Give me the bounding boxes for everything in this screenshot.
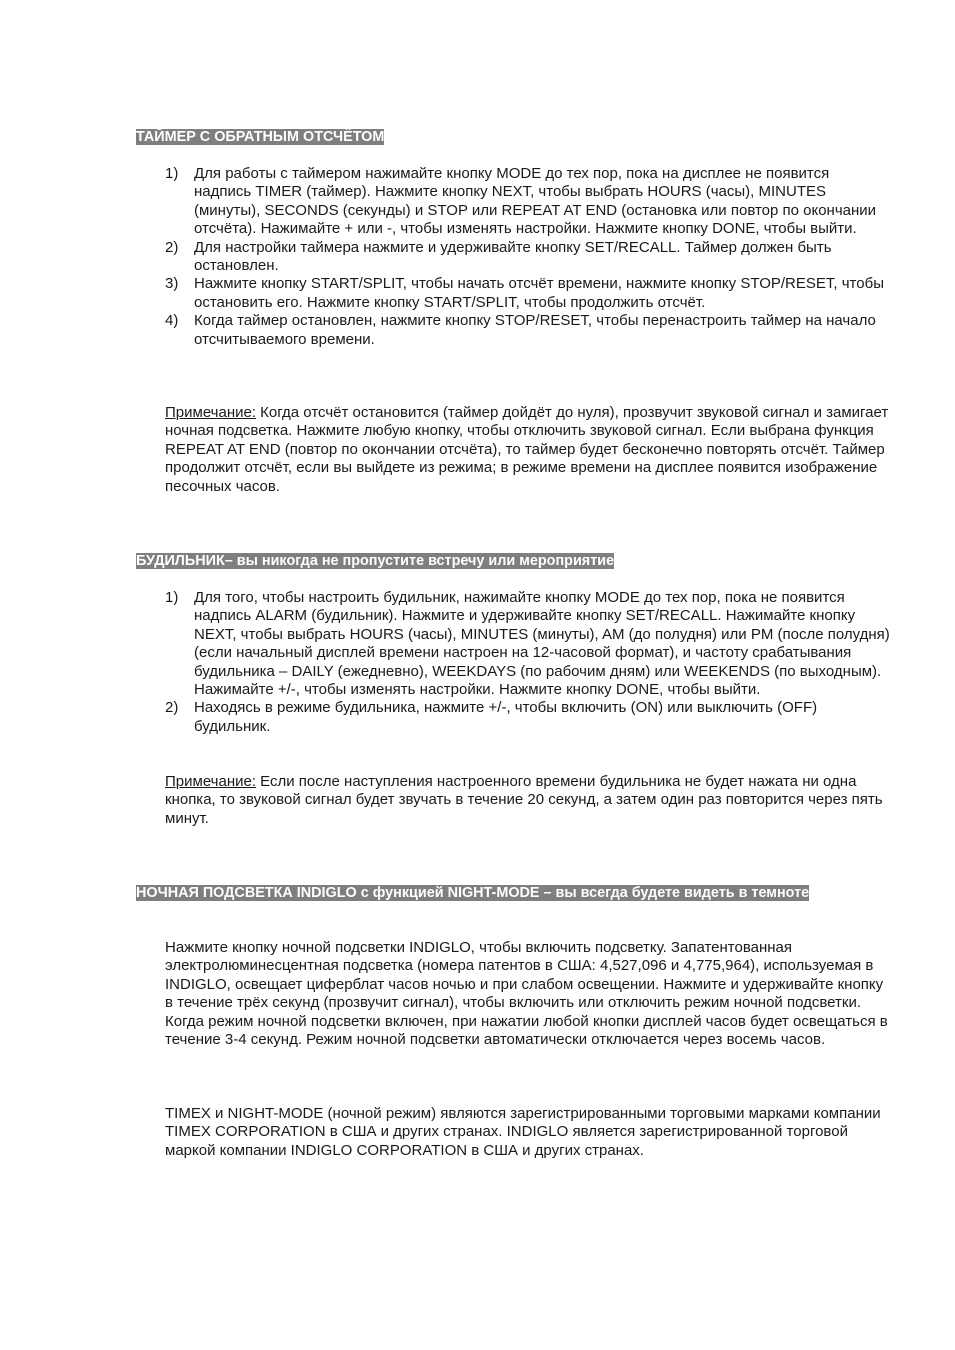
list-item [165, 589, 890, 699]
list-item [165, 275, 890, 312]
list-item [165, 239, 890, 276]
item-number: 2) [165, 238, 179, 256]
list-item [165, 165, 890, 239]
item-text: Нажмите кнопку START/SPLIT, чтобы начать отсчёт времени, нажмите кнопку STOP/RESET, чтобы остановить его. Нажмите кнопку START/SPLIT, чтобы продолжить отсчёт. [194, 275, 884, 311]
list-item [165, 699, 890, 736]
heading-text: ТАЙМЕР С ОБРАТНЫМ ОТСЧЁТОМ [136, 129, 385, 145]
note-label: Примечание: [165, 773, 256, 790]
item-text: Для того, чтобы настроить будильник, нажимайте кнопку MODE до тех пор, пока не появится надпись ALARM (будильник). Нажмите и удерживайте кнопку SET/RECALL. Нажимайте кнопку NEXT, чтобы выбрать HOURS (часы), MINUTES (минуты), AM (до полудня) или PM (после полудня) (если начальный дисплей времени настроен на 12-часовой формат), и частоту срабатывания будильника – DAILY (ежедневно), WEEKDAYS (по рабочим дням) или WEEKENDS (по выходным). Нажимайте +/-, чтобы изменять настройки. Нажмите кнопку DONE, чтобы выйти. [194, 589, 890, 699]
list-item [165, 312, 890, 349]
note-text: Когда отсчёт остановится (таймер дойдёт до нуля), прозвучит звуковой сигнал и замигает ночная подсветка. Нажмите любую кнопку, чтобы отключить звуковой сигнал. Если выбрана функция REPEAT AT END (повтор по окончании отсчёта), то таймер будет бесконечно повторять отсчёт. Таймер продолжит отсчёт, если вы выйдете из режима; в режиме времени на дисплее появится изображение песочных часов. [165, 404, 889, 495]
timer-steps-list [165, 165, 890, 349]
heading-text: БУДИЛЬНИК– вы никогда не пропустите встречу или мероприятие [136, 553, 615, 569]
item-number: 1) [165, 165, 179, 182]
section-heading-timer [136, 128, 825, 146]
note-label: Примечание: [165, 404, 256, 421]
item-text: Находясь в режиме будильника, нажмите +/-, чтобы включить (ON) или выключить (OFF) будильник. [194, 699, 818, 735]
alarm-note [165, 773, 890, 828]
item-number: 2) [165, 699, 179, 717]
item-text: Для настройки таймера нажмите и удерживайте кнопку SET/RECALL. Таймер должен быть остановлен. [194, 238, 832, 275]
note-text: Если после наступления настроенного времени будильника не будет нажата ни одна кнопка, то звуковой сигнал будет звучать в течение 20 секунд, а затем один раз повторится через пять минут. [165, 773, 883, 827]
item-number: 1) [165, 589, 179, 606]
item-number: 4) [165, 312, 179, 330]
trademark-paragraph: TIMEX и NIGHT-MODE (ночной режим) являются зарегистрированными торговыми марками компании TIMEX CORPORATION в США и других странах. INDIGLO является зарегистрированной торговой маркой компании INDIGLO CORPORATION в США и других странах. [165, 1105, 881, 1159]
item-number: 3) [165, 275, 179, 293]
indiglo-paragraph: Нажмите кнопку ночной подсветки INDIGLO, чтобы включить подсветку. Запатентованная электролюминесцентная подсветка (номера патентов в США: 4,527,096 и 4,775,964), используемая в INDIGLO, освещает циферблат часов ночью и при слабом освещении. Нажмите и удерживайте кнопку в течение трёх секунд (прозвучит сигнал), чтобы включить или отключить режим ночной подсветки. Когда режим ночной подсветки включен, при нажатии любой кнопки дисплей часов будет освещаться в течение 3-4 секунд. Режим ночной подсветки автоматически отключается через восемь часов. [165, 939, 888, 1049]
section-heading-indiglo [136, 884, 825, 902]
item-text: Когда таймер остановлен, нажмите кнопку STOP/RESET, чтобы перенастроить таймер на начало отсчитываемого времени. [194, 312, 876, 348]
alarm-steps-list [165, 589, 890, 736]
timer-note [165, 404, 890, 496]
section-heading-alarm [136, 552, 825, 570]
heading-text: НОЧНАЯ ПОДСВЕТКА INDIGLO с функцией NIGHT-MODE – вы всегда будете видеть в темноте [136, 885, 810, 901]
item-text: Для работы с таймером нажимайте кнопку MODE до тех пор, пока на дисплее не появится надпись TIMER (таймер). Нажмите кнопку NEXT, чтобы выбрать HOURS (часы), MINUTES (минуты), SECONDS (секунды) и STOP или REPEAT AT END (остановка или повтор по окончании отсчёта). Нажимайте + или -, чтобы изменять настройки. Нажмите кнопку DONE, чтобы выйти. [194, 165, 877, 238]
